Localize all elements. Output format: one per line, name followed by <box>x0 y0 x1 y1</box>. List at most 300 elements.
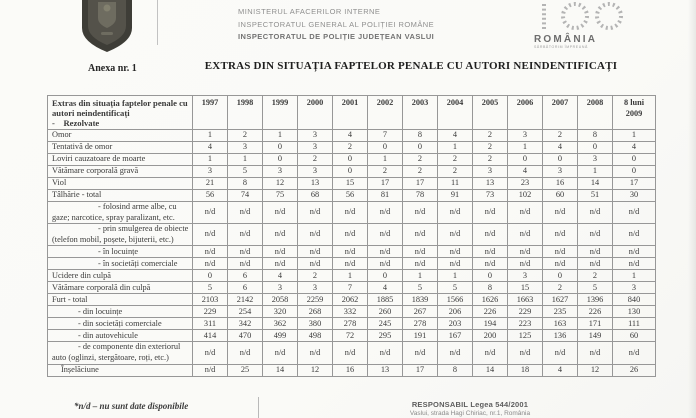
value-cell: 362 <box>263 318 298 330</box>
value-cell: 2 <box>438 166 473 178</box>
value-cell: 8 <box>438 364 473 376</box>
value-cell: n/d <box>333 258 368 270</box>
document-title: EXTRAS DIN SITUAȚIA FAPTELOR PENALE CU AUTORI NEINDENTIFICAȚI <box>204 60 618 72</box>
value-cell: 2 <box>473 142 508 154</box>
year-column-header: 2006 <box>508 96 543 130</box>
value-cell: 332 <box>333 306 368 318</box>
value-cell: 3 <box>508 130 543 142</box>
centenary-country-label: ROMÂNIA <box>534 34 598 45</box>
table-row <box>48 258 656 270</box>
value-cell: 4 <box>613 142 656 154</box>
value-cell: 4 <box>438 130 473 142</box>
value-cell: 14 <box>578 178 613 190</box>
year-column-header: 1998 <box>228 96 263 130</box>
value-cell: 60 <box>613 330 656 342</box>
value-cell: 1 <box>578 166 613 178</box>
value-cell: 8 <box>473 282 508 294</box>
value-cell: 0 <box>193 270 228 282</box>
value-cell: n/d <box>193 246 228 258</box>
value-cell: n/d <box>403 224 438 246</box>
row-label: Omor <box>48 130 193 142</box>
year-column-header: 2008 <box>578 96 613 130</box>
value-cell: n/d <box>508 202 543 224</box>
value-cell: 8 <box>403 130 438 142</box>
value-cell: 229 <box>193 306 228 318</box>
value-cell: 260 <box>368 306 403 318</box>
value-cell: n/d <box>578 202 613 224</box>
value-cell: 3 <box>263 166 298 178</box>
value-cell: 2 <box>578 270 613 282</box>
value-cell: 2 <box>543 130 578 142</box>
footer-divider <box>258 397 259 418</box>
value-cell: 21 <box>193 178 228 190</box>
value-cell: 4 <box>543 364 578 376</box>
value-cell: 56 <box>193 190 228 202</box>
value-cell: 16 <box>333 364 368 376</box>
corner-header-line2: - Rezolvate <box>52 118 100 129</box>
value-cell: 268 <box>298 306 333 318</box>
value-cell: 73 <box>473 190 508 202</box>
value-cell: 5 <box>403 282 438 294</box>
value-cell: n/d <box>193 364 228 376</box>
value-cell: n/d <box>368 224 403 246</box>
value-cell: 1 <box>193 154 228 166</box>
value-cell: 3 <box>613 282 656 294</box>
row-label: - folosind arme albe, cu gaze; narcotice, spray paralizant, etc. <box>48 202 193 224</box>
table-row <box>48 342 656 364</box>
value-cell: n/d <box>438 258 473 270</box>
value-cell: n/d <box>193 224 228 246</box>
value-cell: n/d <box>228 246 263 258</box>
value-cell: 0 <box>543 270 578 282</box>
value-cell: 0 <box>368 142 403 154</box>
year-column-header: 1997 <box>193 96 228 130</box>
value-cell: n/d <box>368 246 403 258</box>
responsible-address: Vaslui, strada Hagi Chiriac, nr.1, România <box>409 410 531 417</box>
value-cell: 1 <box>333 270 368 282</box>
row-label: - în societăți comerciale <box>48 258 193 270</box>
value-cell: n/d <box>438 342 473 364</box>
nd-footnote: *n/d – nu sunt date disponibile <box>74 401 189 411</box>
value-cell: 0 <box>368 270 403 282</box>
value-cell: n/d <box>403 258 438 270</box>
value-cell: 1 <box>228 154 263 166</box>
value-cell: 1626 <box>473 294 508 306</box>
value-cell: 2 <box>543 282 578 294</box>
value-cell: 5 <box>228 166 263 178</box>
value-cell: 56 <box>333 190 368 202</box>
anexa-label: Anexa nr. 1 <box>88 63 137 74</box>
value-cell: 3 <box>578 154 613 166</box>
value-cell: 840 <box>613 294 656 306</box>
value-cell: n/d <box>613 224 656 246</box>
year-column-header: 8 luni 2009 <box>613 96 656 130</box>
value-cell: 1885 <box>368 294 403 306</box>
value-cell: 4 <box>368 282 403 294</box>
value-cell: 0 <box>263 154 298 166</box>
value-cell: 16 <box>543 178 578 190</box>
value-cell: 0 <box>613 166 656 178</box>
value-cell: 18 <box>508 364 543 376</box>
value-cell: 13 <box>473 178 508 190</box>
value-cell: 1627 <box>543 294 578 306</box>
value-cell: 3 <box>298 142 333 154</box>
value-cell: n/d <box>438 202 473 224</box>
value-cell: n/d <box>578 258 613 270</box>
value-cell: 1663 <box>508 294 543 306</box>
value-cell: 223 <box>508 318 543 330</box>
value-cell: 2142 <box>228 294 263 306</box>
value-cell: n/d <box>333 342 368 364</box>
value-cell: 0 <box>613 154 656 166</box>
value-cell: 3 <box>298 282 333 294</box>
value-cell: n/d <box>543 258 578 270</box>
value-cell: n/d <box>333 224 368 246</box>
row-label: Loviri cauzatoare de moarte <box>48 154 193 166</box>
scan-edge-shadow <box>688 0 696 418</box>
year-column-header: 2000 <box>298 96 333 130</box>
value-cell: 1 <box>368 154 403 166</box>
row-label: - din autovehicule <box>48 330 193 342</box>
value-cell: 203 <box>438 318 473 330</box>
corner-header-line1: Extras din situația faptelor penale cu autori neindentificați <box>52 98 188 119</box>
table-row <box>48 154 656 166</box>
value-cell: n/d <box>263 202 298 224</box>
value-cell: 470 <box>228 330 263 342</box>
value-cell: 1 <box>613 270 656 282</box>
value-cell: n/d <box>613 246 656 258</box>
value-cell: n/d <box>263 224 298 246</box>
row-label: Ucidere din culpă <box>48 270 193 282</box>
year-column-header: 2002 <box>368 96 403 130</box>
value-cell: n/d <box>578 246 613 258</box>
value-cell: n/d <box>508 342 543 364</box>
row-label: Vătămare corporală gravă <box>48 166 193 178</box>
value-cell: 0 <box>508 154 543 166</box>
value-cell: n/d <box>298 342 333 364</box>
value-cell: n/d <box>473 202 508 224</box>
table-row <box>48 318 656 330</box>
value-cell: 51 <box>578 190 613 202</box>
value-cell: n/d <box>298 258 333 270</box>
value-cell: 13 <box>298 178 333 190</box>
value-cell: n/d <box>193 258 228 270</box>
value-cell: 278 <box>403 318 438 330</box>
value-cell: n/d <box>228 224 263 246</box>
value-cell: 72 <box>333 330 368 342</box>
value-cell: 206 <box>438 306 473 318</box>
row-label: Tâlhărie - total <box>48 190 193 202</box>
value-cell: n/d <box>193 202 228 224</box>
value-cell: 12 <box>578 364 613 376</box>
value-cell: 14 <box>263 364 298 376</box>
value-cell: 81 <box>368 190 403 202</box>
value-cell: n/d <box>578 342 613 364</box>
centenary-100-icon <box>534 1 638 31</box>
value-cell: 13 <box>368 364 403 376</box>
value-cell: 254 <box>228 306 263 318</box>
value-cell: n/d <box>368 258 403 270</box>
value-cell: 60 <box>543 190 578 202</box>
table-corner-header <box>48 96 193 130</box>
value-cell: n/d <box>403 342 438 364</box>
table-row <box>48 306 656 318</box>
value-cell: n/d <box>298 202 333 224</box>
value-cell: 2 <box>473 154 508 166</box>
value-cell: 1 <box>193 130 228 142</box>
value-cell: n/d <box>263 246 298 258</box>
value-cell: 499 <box>263 330 298 342</box>
letterhead-divider <box>157 0 158 45</box>
value-cell: n/d <box>543 342 578 364</box>
value-cell: 320 <box>263 306 298 318</box>
value-cell: 30 <box>613 190 656 202</box>
value-cell: 5 <box>193 282 228 294</box>
value-cell: 23 <box>508 178 543 190</box>
value-cell: 2 <box>298 270 333 282</box>
table-header-row <box>48 96 656 130</box>
value-cell: n/d <box>438 224 473 246</box>
value-cell: 3 <box>193 166 228 178</box>
coat-of-arms-icon <box>76 0 138 59</box>
value-cell: 2103 <box>193 294 228 306</box>
table-row <box>48 130 656 142</box>
value-cell: 0 <box>333 166 368 178</box>
ministry-line-1: MINISTERUL AFACERILOR INTERNE <box>238 7 381 16</box>
value-cell: 3 <box>473 166 508 178</box>
value-cell: 17 <box>403 178 438 190</box>
value-cell: 2 <box>228 130 263 142</box>
value-cell: 4 <box>263 270 298 282</box>
value-cell: 130 <box>613 306 656 318</box>
value-cell: 1 <box>438 270 473 282</box>
value-cell: 17 <box>613 178 656 190</box>
romania-centenary-logo <box>534 1 642 49</box>
value-cell: 5 <box>438 282 473 294</box>
value-cell: 11 <box>438 178 473 190</box>
value-cell: n/d <box>543 246 578 258</box>
row-label: - de componente din exteriorul auto (oglinzi, stergătoare, roți, etc.) <box>48 342 193 364</box>
value-cell: n/d <box>543 224 578 246</box>
value-cell: n/d <box>473 258 508 270</box>
value-cell: 2 <box>403 166 438 178</box>
value-cell: 1566 <box>438 294 473 306</box>
value-cell: 17 <box>368 178 403 190</box>
value-cell: 2 <box>438 154 473 166</box>
value-cell: 245 <box>368 318 403 330</box>
value-cell: 0 <box>333 154 368 166</box>
value-cell: 136 <box>543 330 578 342</box>
centenary-tagline: SĂRBĂTORIM ÎMPREUNĂ <box>534 45 588 49</box>
value-cell: n/d <box>508 258 543 270</box>
value-cell: n/d <box>333 202 368 224</box>
value-cell: 498 <box>298 330 333 342</box>
value-cell: 4 <box>333 130 368 142</box>
value-cell: 2 <box>368 166 403 178</box>
value-cell: 380 <box>298 318 333 330</box>
year-column-header: 2005 <box>473 96 508 130</box>
value-cell: 229 <box>508 306 543 318</box>
value-cell: 149 <box>578 330 613 342</box>
crime-stats-table <box>47 95 656 377</box>
value-cell: 4 <box>508 166 543 178</box>
value-cell: 6 <box>228 282 263 294</box>
row-label: Viol <box>48 178 193 190</box>
value-cell: n/d <box>508 224 543 246</box>
value-cell: n/d <box>473 246 508 258</box>
value-cell: 1839 <box>403 294 438 306</box>
value-cell: 226 <box>578 306 613 318</box>
ministry-header <box>238 6 434 44</box>
value-cell: 171 <box>578 318 613 330</box>
value-cell: 163 <box>543 318 578 330</box>
value-cell: 17 <box>403 364 438 376</box>
value-cell: 1 <box>613 130 656 142</box>
value-cell: 102 <box>508 190 543 202</box>
row-label: - prin smulgerea de obiecte (telefon mobil, poșete, bijuterii, etc.) <box>48 224 193 246</box>
value-cell: 1396 <box>578 294 613 306</box>
value-cell: 15 <box>333 178 368 190</box>
value-cell: 0 <box>578 142 613 154</box>
row-label: Furt - total <box>48 294 193 306</box>
value-cell: n/d <box>543 202 578 224</box>
value-cell: n/d <box>193 342 228 364</box>
value-cell: 3 <box>508 270 543 282</box>
value-cell: 4 <box>543 142 578 154</box>
value-cell: n/d <box>438 246 473 258</box>
row-label: - din locuințe <box>48 306 193 318</box>
value-cell: n/d <box>263 342 298 364</box>
value-cell: 125 <box>508 330 543 342</box>
value-cell: 7 <box>333 282 368 294</box>
value-cell: 1 <box>263 130 298 142</box>
value-cell: 3 <box>543 166 578 178</box>
value-cell: 91 <box>438 190 473 202</box>
table-row <box>48 224 656 246</box>
value-cell: n/d <box>333 246 368 258</box>
value-cell: 200 <box>473 330 508 342</box>
value-cell: 194 <box>473 318 508 330</box>
value-cell: 74 <box>228 190 263 202</box>
value-cell: 4 <box>193 142 228 154</box>
value-cell: 78 <box>403 190 438 202</box>
value-cell: 3 <box>228 142 263 154</box>
value-cell: 2 <box>333 142 368 154</box>
value-cell: n/d <box>298 224 333 246</box>
value-cell: 3 <box>298 166 333 178</box>
value-cell: 3 <box>263 282 298 294</box>
value-cell: n/d <box>228 342 263 364</box>
value-cell: 191 <box>403 330 438 342</box>
table-row <box>48 330 656 342</box>
value-cell: 6 <box>228 270 263 282</box>
value-cell: 2062 <box>333 294 368 306</box>
value-cell: 278 <box>333 318 368 330</box>
responsible-title: RESPONSABIL Legea 544/2001 <box>411 400 529 409</box>
value-cell: 342 <box>228 318 263 330</box>
value-cell: n/d <box>228 202 263 224</box>
table-row <box>48 294 656 306</box>
value-cell: n/d <box>263 258 298 270</box>
value-cell: n/d <box>473 224 508 246</box>
ministry-line-3: INSPECTORATUL DE POLIȚIE JUDEȚEAN VASLUI <box>238 32 435 41</box>
value-cell: 12 <box>263 178 298 190</box>
row-label: Înșelăciune <box>48 364 193 376</box>
value-cell: 15 <box>508 282 543 294</box>
value-cell: 68 <box>298 190 333 202</box>
value-cell: 111 <box>613 318 656 330</box>
year-column-header: 2004 <box>438 96 473 130</box>
value-cell: n/d <box>613 202 656 224</box>
value-cell: 8 <box>578 130 613 142</box>
value-cell: 8 <box>228 178 263 190</box>
value-cell: 7 <box>368 130 403 142</box>
value-cell: 0 <box>473 270 508 282</box>
row-label: - din societăți comerciale <box>48 318 193 330</box>
year-column-header: 1999 <box>263 96 298 130</box>
value-cell: 75 <box>263 190 298 202</box>
value-cell: 26 <box>613 364 656 376</box>
row-label: - în locuințe <box>48 246 193 258</box>
value-cell: 0 <box>403 142 438 154</box>
value-cell: 0 <box>543 154 578 166</box>
value-cell: 226 <box>473 306 508 318</box>
table-row <box>48 178 656 190</box>
table-row <box>48 202 656 224</box>
value-cell: n/d <box>508 246 543 258</box>
ministry-line-2: INSPECTORATUL GENERAL AL POLIȚIEI ROMÂNE <box>238 19 435 29</box>
table-row <box>48 364 656 376</box>
year-column-header: 2007 <box>543 96 578 130</box>
table-row <box>48 246 656 258</box>
value-cell: 1 <box>403 270 438 282</box>
value-cell: n/d <box>613 258 656 270</box>
table-row <box>48 190 656 202</box>
value-cell: 235 <box>543 306 578 318</box>
value-cell: 311 <box>193 318 228 330</box>
value-cell: 2 <box>298 154 333 166</box>
responsible-block <box>330 400 610 417</box>
row-label: Tentativă de omor <box>48 142 193 154</box>
row-label: Vătămare corporală din culpă <box>48 282 193 294</box>
value-cell: n/d <box>368 202 403 224</box>
year-column-header: 2003 <box>403 96 438 130</box>
value-cell: 2058 <box>263 294 298 306</box>
value-cell: n/d <box>578 224 613 246</box>
value-cell: n/d <box>613 342 656 364</box>
value-cell: 267 <box>403 306 438 318</box>
value-cell: 3 <box>298 130 333 142</box>
value-cell: 0 <box>263 142 298 154</box>
value-cell: 2 <box>403 154 438 166</box>
value-cell: 12 <box>298 364 333 376</box>
value-cell: n/d <box>298 246 333 258</box>
value-cell: 14 <box>473 364 508 376</box>
value-cell: 2259 <box>298 294 333 306</box>
table-row <box>48 142 656 154</box>
table-row <box>48 166 656 178</box>
value-cell: 295 <box>368 330 403 342</box>
value-cell: 2 <box>473 130 508 142</box>
value-cell: n/d <box>403 246 438 258</box>
value-cell: 25 <box>228 364 263 376</box>
value-cell: n/d <box>403 202 438 224</box>
value-cell: n/d <box>368 342 403 364</box>
value-cell: 167 <box>438 330 473 342</box>
value-cell: n/d <box>473 342 508 364</box>
value-cell: 1 <box>508 142 543 154</box>
value-cell: 414 <box>193 330 228 342</box>
